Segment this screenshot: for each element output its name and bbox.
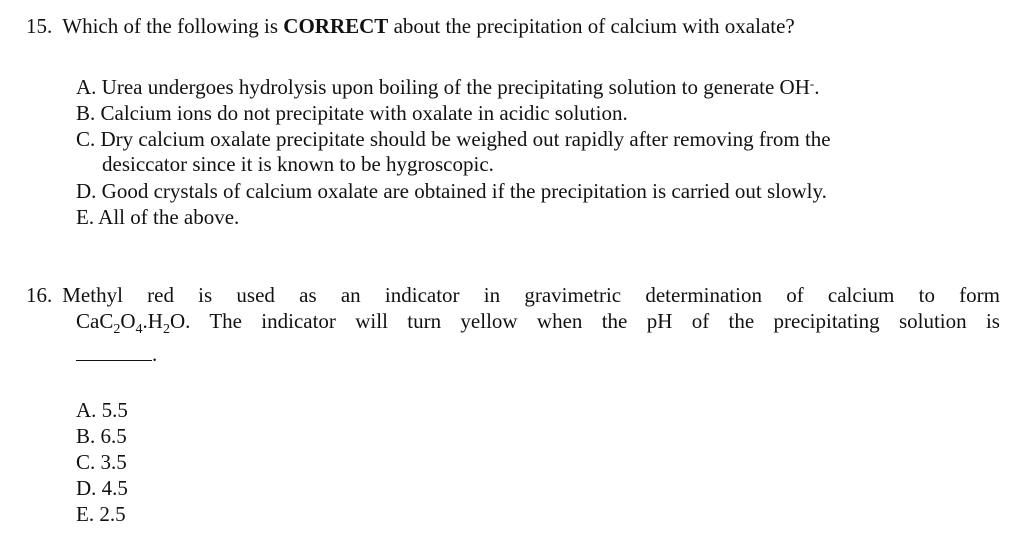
option-text: 6.5 <box>100 424 127 448</box>
question-15-option-c <box>76 127 831 151</box>
option-letter: A. <box>76 398 97 422</box>
fill-in-blank <box>76 342 152 361</box>
stem-text: Methyl red is used as an indicator in gravimetric determination of calcium to form <box>62 283 1000 307</box>
option-letter: B. <box>76 424 96 448</box>
question-16-option-a <box>76 398 128 422</box>
option-letter: B. <box>76 101 96 125</box>
option-text: 4.5 <box>101 476 128 500</box>
question-16-option-b <box>76 424 127 448</box>
question-16-option-e <box>76 502 126 526</box>
option-text: 3.5 <box>100 450 127 474</box>
question-15-option-d <box>76 179 827 203</box>
stem-emphasis: CORRECT <box>283 14 389 38</box>
question-number: 15. <box>26 14 53 38</box>
stem-text: The indicator will turn yellow when the pH of the precipitating solution is <box>209 309 1000 333</box>
option-text: Good crystals of calcium oxalate are obtained if the precipitation is carried out slowly. <box>101 179 827 203</box>
option-letter: D. <box>76 476 97 500</box>
stem-text: about the precipitation of calcium with oxalate? <box>388 14 795 38</box>
question-15-option-c-continued <box>102 152 494 176</box>
option-text-end: . <box>814 75 820 99</box>
option-letter: E. <box>76 205 95 229</box>
question-16-answer-blank <box>76 342 157 366</box>
option-letter: A. <box>76 75 97 99</box>
question-16-option-d <box>76 476 128 500</box>
question-15-option-a <box>76 75 819 99</box>
charge-superscript: - <box>809 76 815 91</box>
option-letter: D. <box>76 179 97 203</box>
blank-period: . <box>152 342 158 366</box>
question-15-option-b <box>76 101 628 125</box>
question-16-option-c <box>76 450 127 474</box>
option-text: Calcium ions do not precipitate with oxalate in acidic solution. <box>100 101 628 125</box>
option-letter: C. <box>76 127 96 151</box>
option-text: 5.5 <box>101 398 128 422</box>
option-text: desiccator since it is known to be hygroscopic. <box>102 152 494 176</box>
stem-text: Which of the following is <box>62 14 284 38</box>
option-text: Dry calcium oxalate precipitate should be weighed out rapidly after removing from the <box>100 127 831 151</box>
question-16-stem-line-2 <box>76 309 1000 338</box>
option-text: 2.5 <box>99 502 126 526</box>
chemical-formula: $CaC_2O_4.H_2O$. <box>76 309 191 338</box>
question-15-option-e <box>76 205 239 229</box>
option-text: Urea undergoes hydrolysis upon boiling of the precipitating solution to generate OH <box>101 75 810 99</box>
question-15-stem <box>26 14 795 38</box>
option-letter: E. <box>76 502 95 526</box>
option-text: All of the above. <box>98 205 240 229</box>
option-letter: C. <box>76 450 96 474</box>
question-16-stem <box>26 283 1000 307</box>
question-number: 16. <box>26 283 53 307</box>
